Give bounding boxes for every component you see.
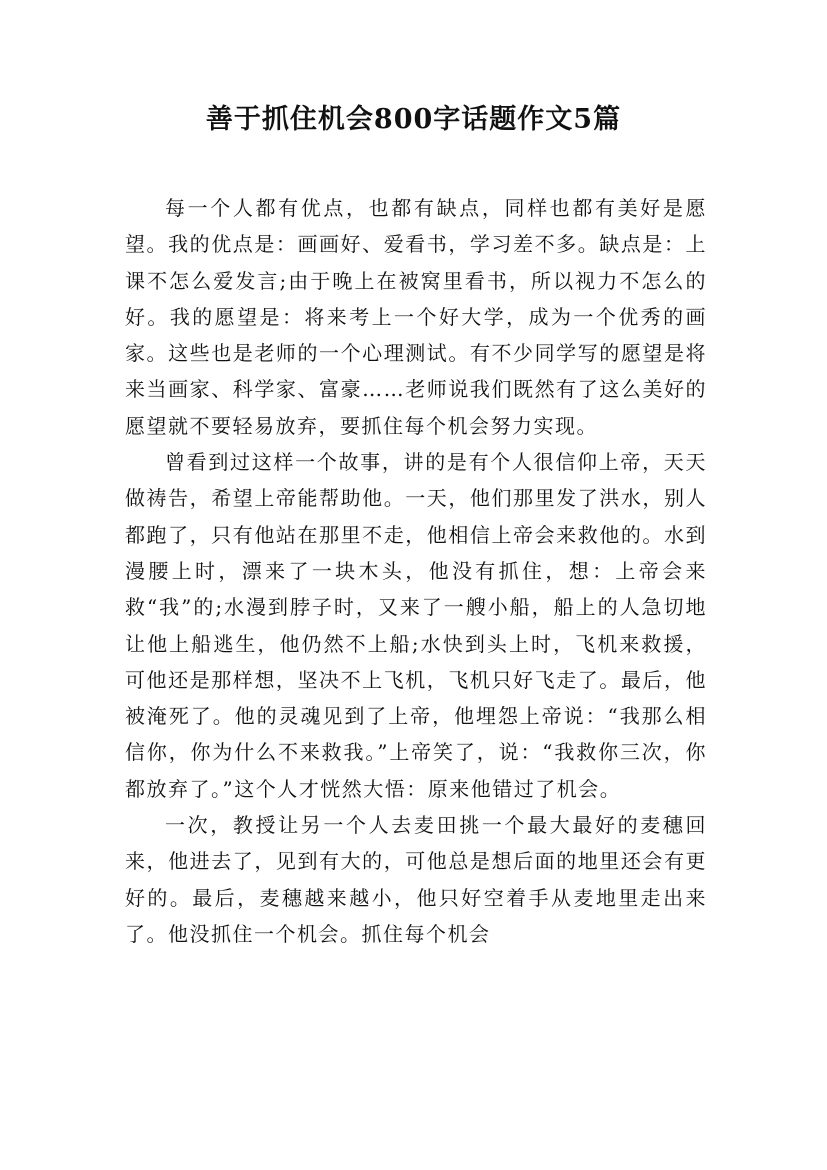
paragraph-2: 曾看到过这样一个故事，讲的是有个人很信仰上帝，天天做祷告，希望上帝能帮助他。一天，他们那里发了洪水，别人都跑了，只有他站在那里不走，他相信上帝会来救他的。水到漫腰上时，漂来了一块木头，他没有抓住，想：上帝会来救“我”的;水漫到脖子时，又来了一艘小船，船上的人急切地让他上船逃生，他仍然不上船;水快到头上时，飞机来救援，可他还是那样想，坚决不上飞机，飞机只好飞走了。最后，他被淹死了。他的灵魂见到了上帝，他埋怨上帝说：“我那么相信你，你为什么不来救我。”上帝笑了，说：“我救你三次，你都放弃了。”这个人才恍然大悟：原来他错过了机会。 xyxy=(125,450,707,801)
document-title: 善于抓住机会800字话题作文5篇 xyxy=(205,104,622,135)
document-body xyxy=(125,190,707,952)
paragraph-3: 一次，教授让另一个人去麦田挑一个最大最好的麦穗回来，他进去了，见到有大的，可他总是想后面的地里还会有更好的。最后，麦穗越来越小，他只好空着手从麦地里走出来了。他没抓住一个机会。抓住每个机会 xyxy=(125,813,707,946)
paragraph-1: 每一个人都有优点，也都有缺点，同样也都有美好是愿望。我的优点是：画画好、爱看书，学习差不多。缺点是：上课不怎么爱发言;由于晚上在被窝里看书，所以视力不怎么的好。我的愿望是：将来考上一个好大学，成为一个优秀的画家。这些也是老师的一个心理测试。有不少同学写的愿望是将来当画家、科学家、富豪……老师说我们既然有了这么美好的愿望就不要轻易放弃，要抓住每个机会努力实现。 xyxy=(125,196,707,438)
